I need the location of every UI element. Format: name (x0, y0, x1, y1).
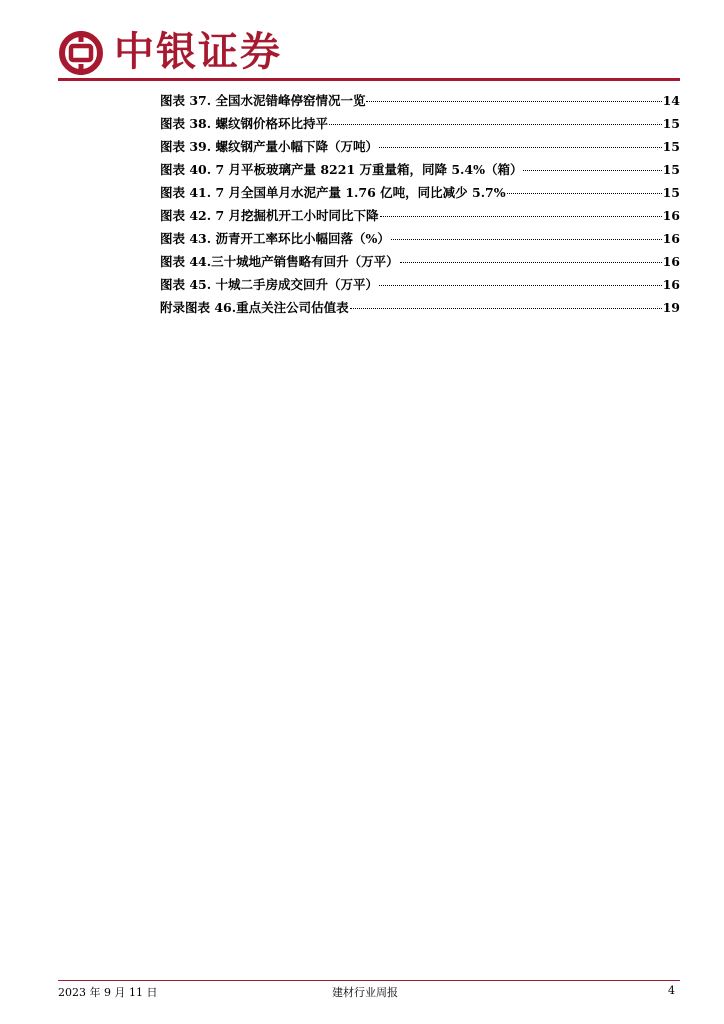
toc-entry[interactable] (160, 275, 680, 298)
toc-entry[interactable] (160, 114, 680, 137)
toc-entry-title: 图表 41. 7 月全国单月水泥产量 1.76 亿吨，同比减少 5.7% (160, 185, 506, 200)
footer-page-number: 4 (668, 984, 675, 997)
toc-dot-leader (350, 308, 662, 309)
toc-entry[interactable] (160, 91, 680, 114)
toc-entry-page: 16 (662, 231, 680, 246)
footer-date: 2023 年 9 月 11 日 (58, 986, 158, 999)
toc-entry[interactable] (160, 252, 680, 275)
toc-entry-title: 图表 45. 十城二手房成交回升（万平） (160, 277, 378, 292)
toc-entry-page: 14 (662, 93, 680, 108)
toc-entry-title: 图表 44.三十城地产销售略有回升（万平） (160, 254, 399, 269)
toc-dot-leader (329, 124, 662, 125)
toc-entry-page: 19 (662, 300, 680, 315)
toc-entry-page: 15 (662, 162, 680, 177)
footer-report-type: 建材行业周报 (332, 986, 398, 999)
toc-entry[interactable] (160, 137, 680, 160)
toc-dot-leader (379, 285, 662, 286)
toc-dot-leader (391, 239, 662, 240)
toc-dot-leader (400, 262, 662, 263)
header-divider (58, 78, 680, 81)
page-header (58, 28, 678, 78)
toc-entry-title: 图表 40. 7 月平板玻璃产量 8221 万重量箱，同降 5.4%（箱） (160, 162, 523, 177)
toc-dot-leader (507, 193, 662, 194)
toc-entry-page: 15 (662, 116, 680, 131)
toc-dot-leader (379, 147, 662, 148)
toc-entry-title: 图表 38. 螺纹钢价格环比持平 (160, 116, 328, 131)
toc-entry[interactable] (160, 229, 680, 252)
table-of-contents (160, 91, 680, 321)
toc-entry-title: 图表 39. 螺纹钢产量小幅下降（万吨） (160, 139, 378, 154)
footer-divider (58, 980, 680, 981)
brand-name: 中银证券 (114, 29, 282, 75)
toc-entry-page: 15 (662, 185, 680, 200)
toc-entry[interactable] (160, 160, 680, 183)
toc-entry[interactable] (160, 183, 680, 206)
toc-entry-page: 16 (662, 277, 680, 292)
bank-of-china-logo-icon (58, 30, 104, 76)
toc-entry[interactable] (160, 298, 680, 321)
toc-entry-page: 16 (662, 254, 680, 269)
toc-entry[interactable] (160, 206, 680, 229)
toc-dot-leader (380, 216, 662, 217)
toc-entry-page: 15 (662, 139, 680, 154)
toc-entry-title: 图表 43. 沥青开工率环比小幅回落（%） (160, 231, 390, 246)
toc-dot-leader (366, 101, 661, 102)
toc-entry-title: 图表 42. 7 月挖掘机开工小时同比下降 (160, 208, 379, 223)
toc-entry-title: 图表 37. 全国水泥错峰停窑情况一览 (160, 93, 366, 108)
toc-entry-title: 附录图表 46.重点关注公司估值表 (160, 300, 349, 315)
toc-dot-leader (523, 170, 661, 171)
toc-entry-page: 16 (662, 208, 680, 223)
